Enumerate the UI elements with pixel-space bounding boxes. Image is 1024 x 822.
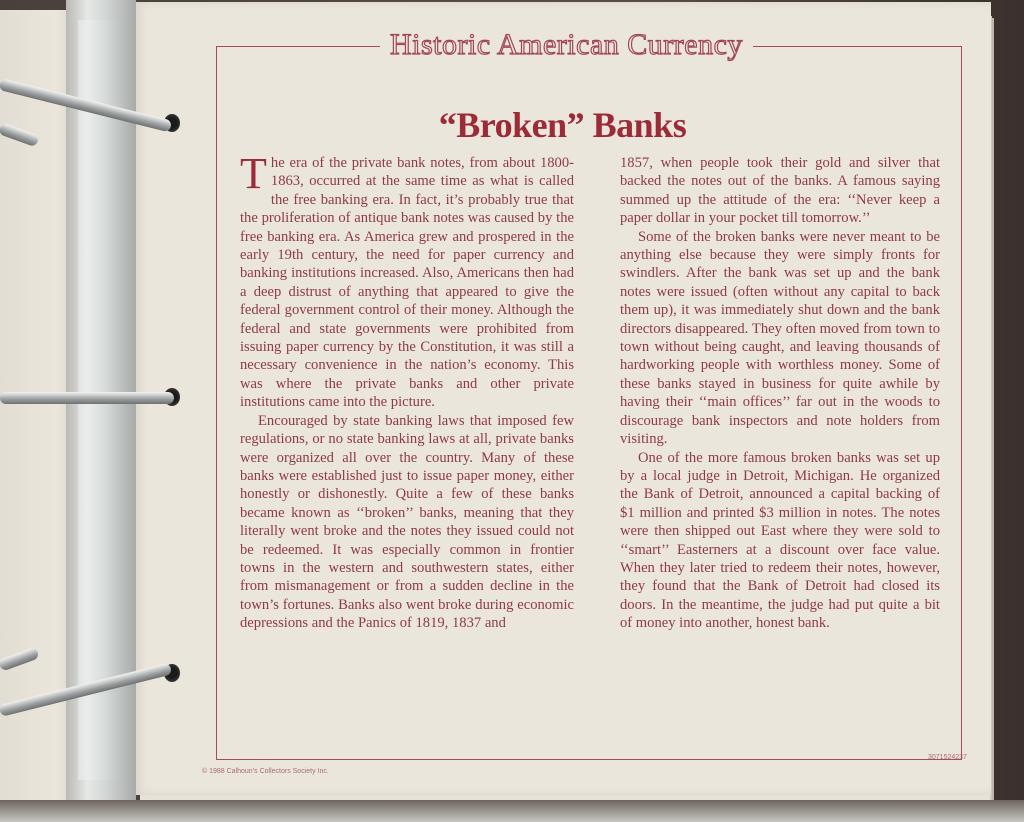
paragraph-4: Some of the broken banks were never meant to be anything else because they were simply fronts for swindlers. After the bank was set up and the bank notes were issued (often without any capital to back them up), it was immediately shut down and the bank directors disappeared. They often moved from town to town without being caught, and leaving thousands of hardworking people with worthless money. Some of these banks stayed in business for quite awhile by having their ‘‘main offices’’ far out in the woods to discourage bank inspectors and note holders from visiting. bbox=[620, 228, 940, 448]
left-column bbox=[240, 149, 574, 633]
binder-bottom-edge bbox=[0, 800, 1024, 822]
page-code: 3071524237 bbox=[928, 754, 967, 761]
binder-ring-middle bbox=[0, 392, 174, 404]
paragraph-5: One of the more famous broken banks was set up by a local judge in Detroit, Michigan. He organized the Bank of Detroit, announced a capital backing of $1 million and printed $3 million in notes. The notes were then shipped out East where they were sold to ‘‘smart’’ Easterners at a discount over face value. When they later tried to redeem their notes, however, they found that the Bank of Detroit had closed its doors. In the meantime, the judge had put quite a bit of money into another, honest bank. bbox=[620, 449, 940, 632]
paragraph-1: The era of the private bank notes, from about 1800-1863, occurred at the same time as what is called the free banking era. In fact, it’s probably true that the proliferation of antique bank notes was caused by the free banking era. As America grew and prospered in the early 19th century, the need for paper currency and banking institutions increased. Also, Americans then had a deep distrust of anything that appeared to give the federal government control of their money. Although the federal and state governments were prohibited from issuing paper currency by the Constitution, it was still a necessary convenience in the nation’s economy. This was where the private banks and other private institutions came into the picture. bbox=[240, 149, 574, 411]
paragraph-3: 1857, when people took their gold and silver that backed the notes out of the banks. A famous saying summed up the attitude of the era: ‘‘Never keep a paper dollar in your pocket till tomorrow.’’ bbox=[620, 155, 940, 227]
drop-cap: T bbox=[240, 149, 267, 198]
right-column bbox=[620, 154, 940, 633]
album-page bbox=[134, 2, 991, 795]
series-title: Historic American Currency bbox=[380, 28, 753, 62]
article-title: “Broken” Banks bbox=[438, 105, 687, 145]
paragraph-2: Encouraged by state banking laws that imposed few regulations, or no state banking laws at all, private banks were organized all over the country. Many of these banks were established just to issue paper money, either honestly or dishonestly. Quite a few of these banks became known as ‘‘broken’’ banks, meaning that they literally went broke and the notes they issued could not be redeemed. It was especially common in frontier towns in the western and southwestern states, either from mismanagement or from a sudden decline in the town’s fortunes. Banks also went broke during economic depressions and the Panics of 1819, 1837 and bbox=[240, 412, 574, 632]
copyright-notice: © 1988 Calhoun’s Collectors Society Inc. bbox=[202, 768, 329, 775]
